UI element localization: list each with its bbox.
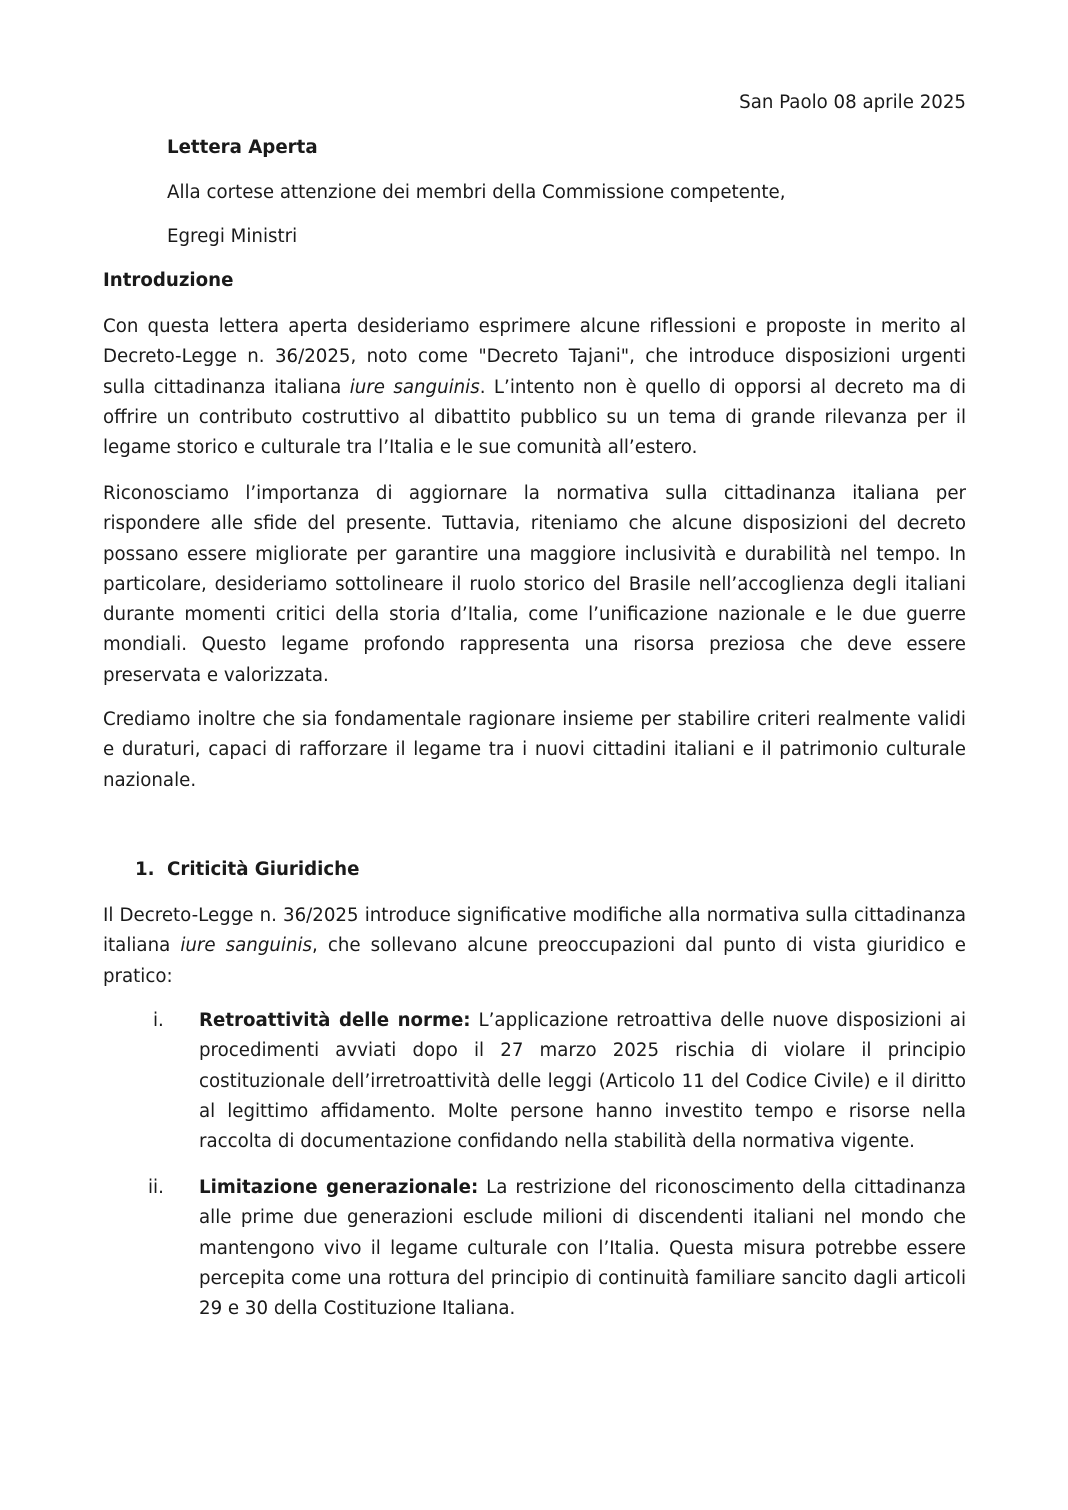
section-lead-paragraph (103, 901, 966, 992)
addressee-line: Alla cortese attenzione dei membri della Commissione competente, (167, 182, 786, 203)
section-lead-italic: iure sanguinis (180, 935, 312, 957)
date-line: San Paolo 08 aprile 2025 (739, 92, 966, 113)
intro-p1-text-a: Con questa lettera aperta desideriamo esprimere alcune riflessioni e proposte in merito al Decreto-Legge n. 36/2025, noto come "Decreto Tajani", che introduce disposizioni urgenti sulla cittadinanza italiana (103, 316, 966, 398)
intro-p1-text-b: . L’intento non è quello di opporsi al decreto ma di offrire un contributo costruttivo al dibattito pubblico su un tema di grande rilevanza per il legame storico e culturale tra l’Italia e le sue comunità all’estero. (103, 376, 966, 459)
intro-paragraph-3: Crediamo inoltre che sia fondamentale ragionare insieme per stabilire criteri realmente validi e duraturi, capaci di rafforzare il legame tra i nuovi cittadini italiani e il patrimonio culturale nazionale. (103, 709, 966, 791)
list-item-text (199, 1173, 966, 1324)
intro-paragraph-2: Riconosciamo l’importanza di aggiornare la normativa sulla cittadinanza italiana per rispondere alle sfide del presente. Tuttavia, riteniamo che alcune disposizioni del decreto possano essere migliorate per garantire una maggiore inclusività e durabilità nel tempo. In particolare, desideriamo sottolineare il ruolo storico del Brasile nell’accoglienza degli italiani durante momenti critici della storia d’Italia, come l’unificazione nazionale e le due guerre mondiali. Questo legame profondo rappresenta una risorsa preziosa che deve essere preservata e valorizzata. (103, 483, 966, 686)
section-lead-text-b: , che sollevano alcune preoccupazioni dal punto di vista giuridico e pratico: (103, 935, 966, 987)
section-number: 1. (135, 859, 155, 880)
list-item-marker: ii. (148, 1177, 164, 1198)
list-item-label: Limitazione generazionale: (199, 1177, 479, 1198)
list-item-text (199, 1006, 966, 1157)
intro-heading: Introduzione (103, 270, 234, 291)
list-item-body: La restrizione del riconoscimento della cittadinanza alle prime due generazioni esclude milioni di discendenti italiani nel mondo che mantengono vivo il legame culturale con l’Italia. Questa misura potrebbe essere percepita come una rottura del principio di continuità familiare sancito dagli articoli 29 e 30 della Costituzione Italiana. (199, 1177, 966, 1320)
section-lead-text-a: Il Decreto-Legge n. 36/2025 introduce significative modifiche alla normativa sulla cittadinanza italiana (103, 905, 966, 957)
section-title: Criticità Giuridiche (167, 859, 360, 880)
intro-paragraph-1 (103, 312, 966, 463)
list-item-body: L’applicazione retroattiva delle nuove disposizioni ai procedimenti avviati dopo il 27 marzo 2025 rischia di violare il principio costituzionale dell’irretroattività delle leggi (Articolo 11 del Codice Civile) e il diritto al legittimo affidamento. Molte persone hanno investito tempo e risorse nella raccolta di documentazione confidando nella stabilità della normativa vigente. (199, 1010, 966, 1153)
list-item-marker: i. (153, 1010, 164, 1031)
greeting-line: Egregi Ministri (167, 226, 298, 247)
list-item-label: Retroattività delle norme: (199, 1010, 471, 1031)
intro-p1-italic: iure sanguinis (349, 376, 480, 398)
letter-title: Lettera Aperta (167, 137, 318, 158)
